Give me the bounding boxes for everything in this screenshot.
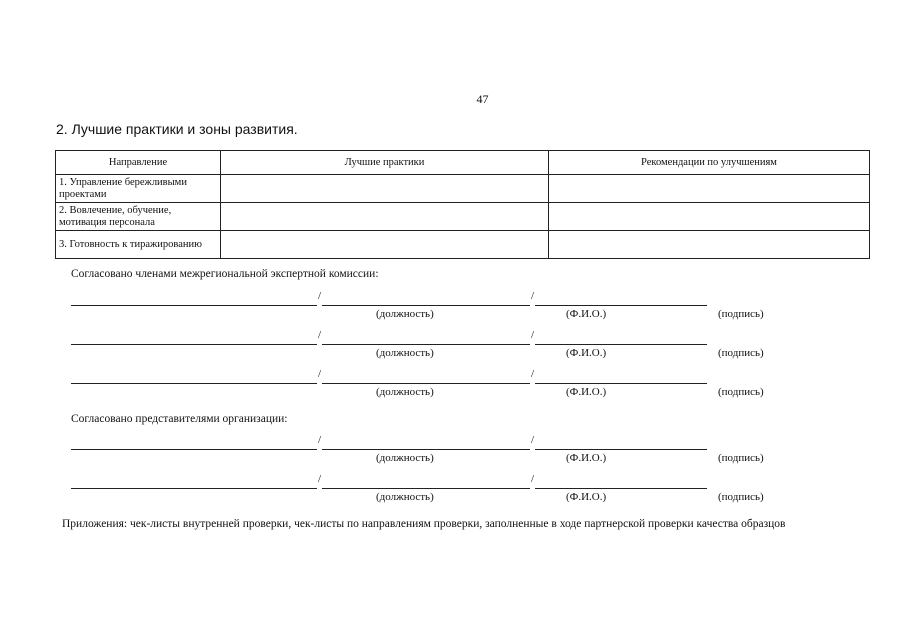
header-best-practices: Лучшие практики (221, 151, 549, 175)
table-row (56, 203, 870, 231)
table-header-row (56, 151, 870, 175)
separator: / (531, 368, 535, 380)
signature-line[interactable] (535, 292, 707, 306)
row-direction: 1. Управление бережливыми проектами (56, 175, 221, 203)
separator: / (531, 329, 535, 341)
separator: / (318, 329, 322, 341)
separator: / (318, 473, 322, 485)
separator: / (318, 290, 322, 302)
name-caption: (Ф.И.О.) (566, 386, 607, 398)
separator: / (531, 290, 535, 302)
row-practices-cell[interactable] (221, 175, 549, 203)
commission-signature-2 (0, 331, 905, 367)
position-line[interactable] (71, 370, 317, 384)
signature-caption: (подпись) (718, 386, 764, 398)
row-recommendations-cell[interactable] (549, 231, 870, 259)
signature-caption: (подпись) (718, 452, 764, 464)
signature-caption: (подпись) (718, 347, 764, 359)
name-line[interactable] (322, 292, 530, 306)
appendix-note: Приложения: чек-листы внутренней проверки, чек-листы по направлениям проверки, заполненные в ходе партнерской проверки качества образцов (62, 518, 786, 530)
name-caption: (Ф.И.О.) (566, 452, 607, 464)
header-direction: Направление (56, 151, 221, 175)
position-caption: (должность) (376, 347, 434, 359)
table-row (56, 231, 870, 259)
commission-signature-3 (0, 370, 905, 406)
name-line[interactable] (322, 331, 530, 345)
signature-line[interactable] (535, 436, 707, 450)
separator: / (318, 434, 322, 446)
name-caption: (Ф.И.О.) (566, 347, 607, 359)
row-practices-cell[interactable] (221, 203, 549, 231)
position-line[interactable] (71, 475, 317, 489)
table-row (56, 175, 870, 203)
commission-approval-title: Согласовано членами межрегиональной экспертной комиссии: (71, 268, 379, 280)
header-recommendations: Рекомендации по улучшениям (549, 151, 870, 175)
name-caption: (Ф.И.О.) (566, 491, 607, 503)
name-line[interactable] (322, 370, 530, 384)
position-line[interactable] (71, 436, 317, 450)
position-caption: (должность) (376, 491, 434, 503)
organization-signature-2 (0, 475, 905, 511)
name-caption: (Ф.И.О.) (566, 308, 607, 320)
organization-approval-title: Согласовано представителями организации: (71, 413, 288, 425)
signature-line[interactable] (535, 331, 707, 345)
practices-table (55, 150, 870, 259)
separator: / (531, 473, 535, 485)
row-practices-cell[interactable] (221, 231, 549, 259)
organization-signature-1 (0, 436, 905, 472)
name-line[interactable] (322, 475, 530, 489)
row-recommendations-cell[interactable] (549, 203, 870, 231)
row-direction: 3. Готовность к тиражированию (56, 231, 221, 259)
signature-caption: (подпись) (718, 491, 764, 503)
name-line[interactable] (322, 436, 530, 450)
separator: / (318, 368, 322, 380)
position-caption: (должность) (376, 386, 434, 398)
row-direction: 2. Вовлечение, обучение, мотивация персонала (56, 203, 221, 231)
row-recommendations-cell[interactable] (549, 175, 870, 203)
signature-caption: (подпись) (718, 308, 764, 320)
section-heading: 2. Лучшие практики и зоны развития. (56, 121, 298, 137)
position-caption: (должность) (376, 452, 434, 464)
position-line[interactable] (71, 331, 317, 345)
position-line[interactable] (71, 292, 317, 306)
signature-line[interactable] (535, 475, 707, 489)
position-caption: (должность) (376, 308, 434, 320)
page-number: 47 (476, 92, 489, 106)
commission-signature-1 (0, 292, 905, 328)
separator: / (531, 434, 535, 446)
signature-line[interactable] (535, 370, 707, 384)
